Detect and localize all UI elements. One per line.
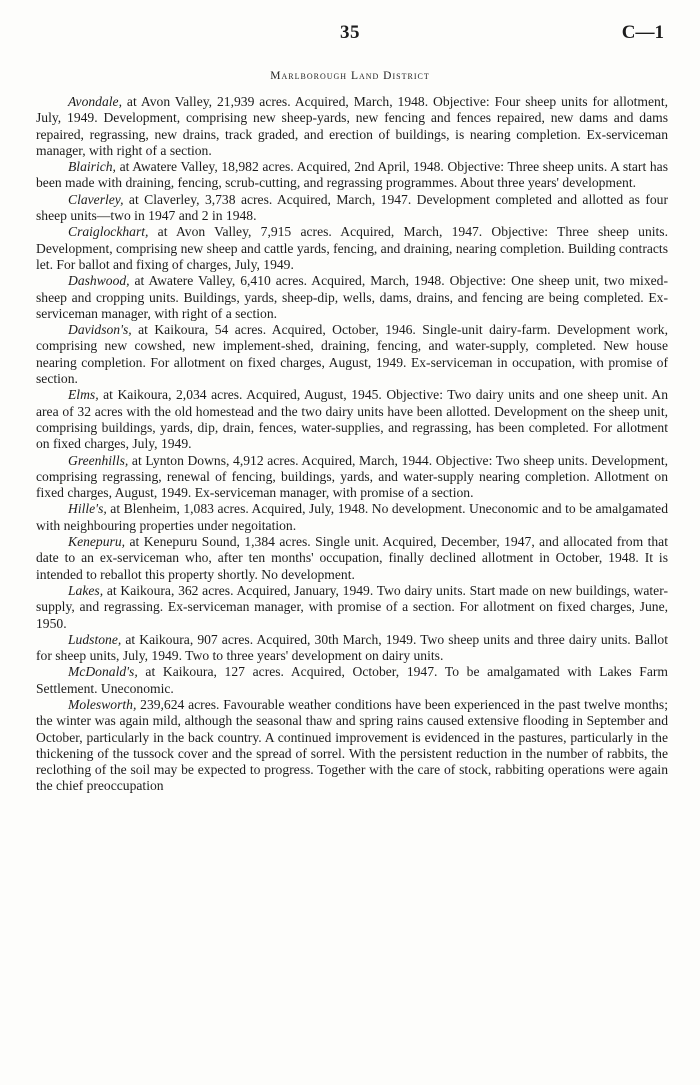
section-title: Marlborough Land District (270, 70, 430, 82)
settlement-description: at Avon Valley, 7,915 acres. Acquired, March, 1947. Objective: Three sheep units. Development, comprising new sheep and cattle yards, fencing, and draining, nearing completion. Building contracts let. For ballot and fixing of charges, July, 1949. (36, 224, 668, 272)
settlement-description: at Awatere Valley, 6,410 acres. Acquired, March, 1948. Objective: One sheep unit, two mixed-sheep and cropping units. Buildings, yards, sheep-dip, wells, dams, drains, and fencing are being completed. Ex-serviceman manager, with right of a section. (36, 273, 668, 321)
settlement-name: Avondale, (68, 94, 122, 109)
settlement-description: at Claverley, 3,738 acres. Acquired, March, 1947. Development completed and allotted as four sheep units—two in 1947 and 2 in 1948. (36, 191, 668, 224)
settlement-name: Dashwood, (68, 273, 130, 289)
settlement-description: at Kaikoura, 127 acres. Acquired, October, 1947. To be amalgamated with Lakes Farm Settlement. Uneconomic. (36, 664, 668, 696)
settlement-name: Claverley, (68, 191, 124, 207)
settlement-description: 239,624 acres. Favourable weather conditions have been experienced in the past twelve months; the winter was again mild, although the seasonal thaw and spring rains caused extensive flooding in September and October, particularly in the back country. A continued improvement is evidenced in the pastures, particularly in the thickening of the tussock cover and the spread of sorrel. With the persistent reduction in the number of rabbits, the reclothing of the soil may be expected to progress. Together with the care of stock, rabbiting operations were again the chief preoccupation (36, 696, 668, 794)
page-number: 35 (340, 22, 360, 43)
settlement-entry (36, 583, 668, 632)
settlement-description: at Kenepuru Sound, 1,384 acres. Single unit. Acquired, December, 1947, and allocated from that date to an ex-serviceman who, after ten months' occupation, finally declined allotment in October, 1948. It is intended to reballot this property shortly. No development. (36, 534, 668, 582)
document-code: C—1 (621, 22, 664, 43)
settlement-entry (36, 453, 668, 502)
settlement-description: at Kaikoura, 54 acres. Acquired, October, 1946. Single-unit dairy-farm. Development work, comprising new cowshed, new implement-shed, draining, fencing, and water-supply, completed. New house nearing completion. For allotment on fixed charges, August, 1949. Ex-serviceman in occupation, with promise of section. (36, 322, 668, 387)
settlement-name: Lakes, (68, 582, 104, 598)
settlement-entry (36, 273, 668, 322)
settlement-entry (36, 664, 668, 697)
settlement-description: at Kaikoura, 362 acres. Acquired, January, 1949. Two dairy units. Start made on new buildings, water-supply, and regrassing. Ex-serviceman manager, with promise of a section. For allotment on fixed charges, June, 1950. (36, 582, 668, 631)
settlement-name: Elms, (68, 387, 99, 403)
settlement-entry (36, 632, 668, 665)
settlement-name: Craiglockhart, (68, 224, 149, 240)
settlement-description: at Blenheim, 1,083 acres. Acquired, July, 1948. No development. Uneconomic and to be amalgamated with neighbouring properties under negoitation. (36, 501, 668, 533)
settlement-entry (36, 159, 668, 192)
settlement-name: Hille's, (68, 501, 107, 517)
settlement-name: Kenepuru, (68, 534, 126, 550)
settlement-description: at Kaikoura, 907 acres. Acquired, 30th March, 1949. Two sheep units and three dairy units. Ballot for sheep units, July, 1949. Two to three years' development on dairy units. (36, 631, 668, 664)
settlement-entry (36, 501, 668, 534)
settlement-name: Molesworth, (68, 696, 137, 712)
settlement-entry (36, 387, 668, 452)
settlement-entry (36, 534, 668, 583)
settlement-entry (36, 94, 668, 159)
settlement-entry (36, 697, 668, 795)
settlement-name: McDonald's, (68, 664, 138, 680)
settlement-description: at Avon Valley, 21,939 acres. Acquired, March, 1948. Objective: Four sheep units for allotment, July, 1949. Development, comprising new sheep-yards, new fencing and fences repaired, new dams and dams repaired, regrassing, new drains, track graded, and erection of buildings, is nearing completion. Ex-serviceman manager, with right of a section. (36, 94, 668, 158)
settlement-entry (36, 224, 668, 273)
settlement-entry (36, 322, 668, 387)
settlement-name: Davidson's, (68, 322, 132, 338)
settlement-name: Greenhills, (68, 452, 129, 468)
page-header (36, 22, 664, 56)
report-body (36, 94, 668, 795)
settlement-name: Blairich, (68, 159, 116, 175)
settlement-entry (36, 192, 668, 225)
settlement-name: Ludstone, (68, 631, 122, 647)
settlement-description: at Awatere Valley, 18,982 acres. Acquired, 2nd April, 1948. Objective: Three sheep units. A start has been made with draining, fencing, scrub-cutting, and regrassing programmes. About three years' development. (36, 159, 668, 191)
settlement-description: at Lynton Downs, 4,912 acres. Acquired, March, 1944. Objective: Two sheep units. Development, comprising regrassing, renewal of fencing, buildings, yards, and water-supply nearing completion. Allotment on fixed charges, August, 1949. Ex-serviceman manager, with promise of a section. (36, 452, 668, 501)
settlement-description: at Kaikoura, 2,034 acres. Acquired, August, 1945. Objective: Two dairy units and one sheep unit. An area of 32 acres with the old homestead and the two dairy units have been allotted. Development on the sheep unit, comprising buildings, yards, dip, drain, fences, water-supplies, and regrassing, has been completed. For allotment on fixed charges, July, 1949. (36, 387, 668, 452)
